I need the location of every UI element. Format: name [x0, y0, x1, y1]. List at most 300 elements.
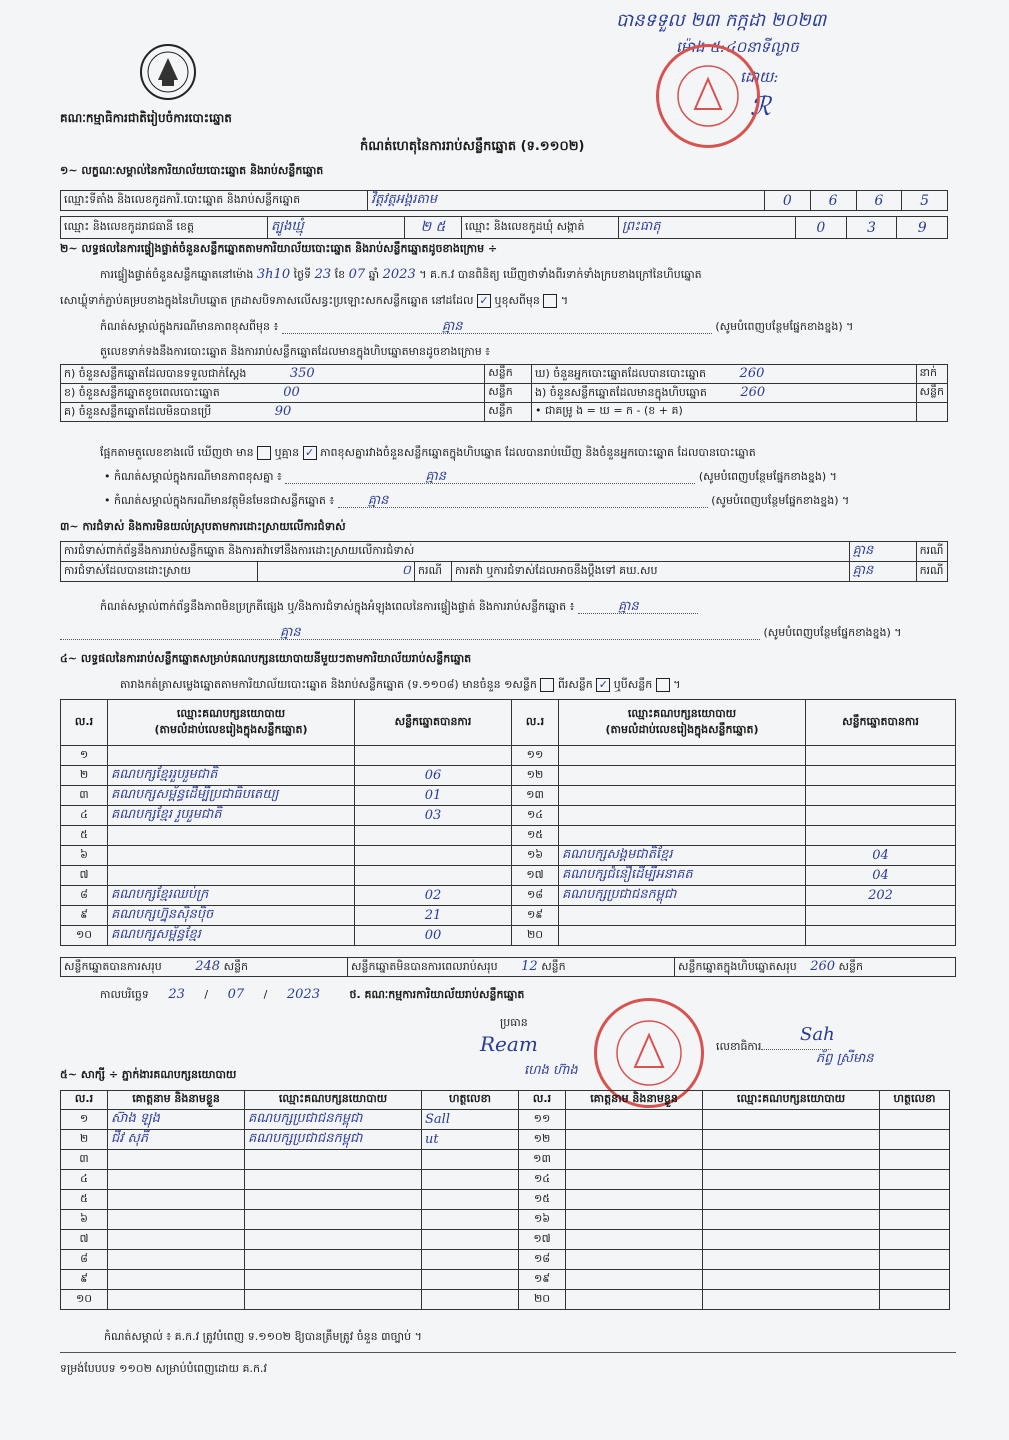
- text: សោឃ្លុំទាក់ភ្ជាប់គម្របខាងក្នុងនៃហិបឆ្នោត ក្រដាសបិទភាសលើសន្ធះប្រឡោះសកសន្លឹកឆ្នោត នៅដដែល: [60, 294, 474, 307]
- irregularity-note: [100, 600, 698, 614]
- unit: សន្លឹក: [485, 403, 532, 422]
- witness-signature: [422, 1270, 519, 1290]
- table-row: [61, 1230, 950, 1250]
- committee-heading: ថ. គណៈកម្មការការិយាល័យរាប់សន្លឹកឆ្នោត: [349, 988, 525, 1001]
- witness-signature: [422, 1210, 519, 1230]
- unit: ករណី: [916, 542, 947, 562]
- witness-name: [566, 1230, 703, 1250]
- table-row: [61, 826, 956, 846]
- figures-intro: តួលេខទាក់ទងនឹងការបោះឆ្នោត និងការរាប់សន្លឹកឆ្នោតដែលមានក្នុងហិបឆ្នោតមានដូចខាងក្រោម ៖: [100, 345, 491, 358]
- figure-row-d: [531, 365, 916, 384]
- party-name: គណបក្សសម្ព័ន្ធខ្មែរ: [108, 926, 355, 946]
- text: ។ គ.ក.វ បានពិនិត្យ ឃើញថាទាំងពីរទាក់ទាំងក្របខាងក្រៅនៃហិបឆ្នោត: [419, 268, 702, 281]
- section1-table: [60, 190, 948, 211]
- table-row: [61, 926, 956, 946]
- unit: សន្លឹក: [485, 365, 532, 384]
- witness-party: [245, 1250, 422, 1270]
- witness-signature: Sall: [422, 1110, 519, 1130]
- polling-station-label: ឈ្មោះទីតាំង និងលេខកូដការិ.បោះឆ្នោត និងរាប់សន្លឹកឆ្នោត: [61, 191, 368, 211]
- table-row: [61, 766, 956, 786]
- vote-count: 04: [806, 846, 956, 866]
- party-name: [559, 826, 806, 846]
- figure-row-c: [61, 403, 485, 422]
- time-value: 3h10: [256, 267, 291, 282]
- resolved-label: ការជំទាស់ដែលបានដោះស្រាយ: [61, 562, 258, 582]
- objection-count: គ្មាន: [849, 542, 916, 562]
- text: ឈ្មោះគណបក្សនយោបាយ: [176, 706, 286, 720]
- value: 12: [521, 958, 538, 974]
- witness-signature: [422, 1150, 519, 1170]
- text: ផ្អែកតាមតួលេខខាងលើ ឃើញថា មាន: [100, 446, 254, 459]
- vote-count: 02: [355, 886, 512, 906]
- vote-count: [806, 786, 956, 806]
- month-value: 07: [348, 267, 366, 282]
- figures-table: [60, 364, 948, 422]
- polling-station-value: វិត្តវត្តអង្គរតាម: [368, 191, 765, 211]
- value: 00: [283, 384, 300, 400]
- party-name: គណបក្សសង្គមជាតិខ្មែរ: [559, 846, 806, 866]
- col-sign: ហត្ថលេខា: [880, 1091, 950, 1110]
- text: ខែ: [334, 268, 346, 281]
- irregularity-note-2: [60, 626, 902, 640]
- witness-party: [245, 1210, 422, 1230]
- received-by: ដោយ:: [740, 68, 779, 86]
- received-note: បានទទួល ២៣ កក្កដា ២០២៣: [616, 10, 827, 31]
- row-no: ១៩: [512, 906, 559, 926]
- date-month: 07: [227, 987, 245, 1002]
- table-row: [61, 1210, 950, 1230]
- no-discrepancy-checkbox[interactable]: ✓: [303, 446, 317, 460]
- col-name: គោត្តនាម និងនាមខ្លួន: [566, 1091, 703, 1110]
- text: ឬខុសពីមុន: [494, 294, 540, 307]
- text: (សូមបំពេញបន្ថែមផ្នែកខាងខ្នង) ។: [711, 494, 850, 507]
- value: 260: [740, 384, 766, 400]
- org-name: គណៈកម្មាធិការជាតិរៀបចំការបោះឆ្នោត: [60, 111, 232, 125]
- witness-signature: [422, 1290, 519, 1310]
- two-sheets-checkbox[interactable]: ✓: [596, 678, 610, 692]
- value: គ្មាន: [280, 625, 301, 640]
- unit: សន្លឹក: [916, 384, 947, 403]
- section2-heading: ២~ លទ្ធផលនៃការផ្ទៀងផ្ទាត់ចំនួនសន្លឹកឆ្នោតតាមការិយាល័យបោះឆ្នោត និងរាប់សន្លឹកឆ្នោតដូចខាងក្រោម ÷: [60, 242, 498, 255]
- witness-party: [703, 1290, 880, 1310]
- section1-heading: ១~ លក្ខណៈសម្គាល់នៃការិយាល័យបោះឆ្នោត និងរាប់សន្លឹកឆ្នោត: [60, 164, 324, 177]
- receiver-signature: ℛ: [750, 92, 771, 122]
- table-row: [61, 1170, 950, 1190]
- col-name: គោត្តនាម និងនាមខ្លួន: [108, 1091, 245, 1110]
- witness-name: ស៊ាង ឡុង: [108, 1110, 245, 1130]
- changed-checkbox[interactable]: [543, 294, 557, 308]
- row-no: ១១: [512, 746, 559, 766]
- vote-count: [355, 746, 512, 766]
- witness-signature: [880, 1290, 950, 1310]
- party-name: [559, 926, 806, 946]
- unchanged-checkbox[interactable]: ✓: [477, 294, 491, 308]
- vote-count: 202: [806, 886, 956, 906]
- witness-party: [245, 1290, 422, 1310]
- value: 248: [195, 958, 221, 974]
- row-no: ១: [61, 746, 108, 766]
- witness-signature: [880, 1230, 950, 1250]
- totals-table: [60, 957, 956, 977]
- official-stamp-top: [656, 44, 760, 148]
- witness-name: [108, 1190, 245, 1210]
- witness-party: គណបក្សប្រជាជនកម្ពុជា: [245, 1110, 422, 1130]
- unit: ករណី: [916, 562, 947, 582]
- witness-name: [108, 1270, 245, 1290]
- row-no: ៣: [61, 786, 108, 806]
- seal-status-line: [60, 294, 568, 308]
- table-row: [61, 846, 956, 866]
- witness-party: [245, 1270, 422, 1290]
- party-name: [108, 866, 355, 886]
- table-row: [61, 1130, 950, 1150]
- row-no: ១៩: [519, 1270, 566, 1290]
- secretary-signature: Sah: [800, 1024, 835, 1045]
- row-no: ៤: [61, 1170, 108, 1190]
- table-row: [61, 1110, 950, 1130]
- formula: • ជាគម្រូ ង = ឃ = ក - (ខ + គ): [531, 403, 916, 422]
- witness-signature: [880, 1270, 950, 1290]
- unit: ករណី: [415, 562, 452, 582]
- section5-heading: ៥~ សាក្សី ÷ ភ្នាក់ងារគណបក្សនយោបាយ: [60, 1068, 237, 1081]
- col-no: ល.រ: [519, 1091, 566, 1110]
- form-footer: ទម្រង់បែបបទ ១១០២ សម្រាប់បំពេញដោយ គ.ក.វ: [60, 1362, 267, 1375]
- commune-label: ឈ្មោះ និងលេខកូដឃុំ សង្កាត់: [462, 217, 619, 239]
- party-name: គណបក្សហ្វ៊ុនស៊ិនប៉ិច: [108, 906, 355, 926]
- table-row: [61, 866, 956, 886]
- witness-name: [566, 1290, 703, 1310]
- note-field: [282, 320, 712, 334]
- row-no: ១: [61, 1110, 108, 1130]
- page-title: កំណត់ហេតុនៃការរាប់សន្លឹកឆ្នោត (ទ.១១០២): [360, 139, 585, 154]
- party-name: គណបក្សខ្មែររួបរួមជាតិ: [108, 766, 355, 786]
- field: [285, 470, 695, 484]
- discrepancy-line: [100, 446, 756, 460]
- unit: សន្លឹក: [541, 959, 566, 973]
- text: (សូមបំពេញបន្ថែមផ្នែកខាងខ្នង) ។: [763, 626, 902, 639]
- row-no: ១៥: [519, 1190, 566, 1210]
- footnote: កំណត់សម្គាល់ ៖ គ.ក.វ ត្រូវបំពេញ ទ.១១០២ ឱ្យបានត្រឹមត្រូវ ចំនួន ៣ច្បាប់ ។: [104, 1330, 422, 1343]
- section3-heading: ៣~ ការជំទាស់ និងការមិនយល់ស្រុបតាមការដោះស្រាយលើការជំទាស់: [60, 520, 346, 533]
- witness-signature: [880, 1130, 950, 1150]
- value: 260: [739, 365, 765, 381]
- vote-count: 21: [355, 906, 512, 926]
- vote-count: [806, 806, 956, 826]
- witness-signature: [880, 1250, 950, 1270]
- unit: [916, 403, 947, 422]
- row-no: ១៧: [512, 866, 559, 886]
- row-no: ៨: [61, 1250, 108, 1270]
- vote-count: [806, 906, 956, 926]
- label: ឃ) ចំនួនអ្នកបោះឆ្នោតដែលបានបោះឆ្នោត: [534, 366, 707, 380]
- text: ថ្ងៃទី: [293, 268, 312, 281]
- col-sign: ហត្ថលេខា: [422, 1091, 519, 1110]
- text: ។: [560, 294, 569, 307]
- col-no: ល.រ: [512, 700, 559, 746]
- row-no: ៤: [61, 806, 108, 826]
- appeal-count: គ្មាន: [849, 562, 916, 582]
- witness-party: [703, 1230, 880, 1250]
- text: លេខាធិការ: [716, 1040, 762, 1053]
- table-row: [61, 1250, 950, 1270]
- vote-count: [806, 926, 956, 946]
- row-no: ៦: [61, 1210, 108, 1230]
- text: (សូមបំពេញបន្ថែមផ្នែកខាងខ្នង) ។: [698, 470, 837, 483]
- text: ឆ្នាំ: [368, 268, 380, 281]
- text: តារាងកត់ត្រាសម្លេងឆ្នោតតាមការិយាល័យបោះឆ្នោត និងរាប់សន្លឹកឆ្នោត (ទ.១១០៨) មានចំនួន ១សន្លឹក: [120, 678, 537, 691]
- party-name: [559, 766, 806, 786]
- objection-label: ការជំទាស់ពាក់ព័ន្ធនឹងការរាប់សន្លឹកឆ្នោត និងការតវ៉ាទៅនឹងការដោះស្រាយលើការជំទាស់: [61, 542, 850, 562]
- witness-name: [566, 1270, 703, 1290]
- row-no: ២០: [519, 1290, 566, 1310]
- table-row: [61, 746, 956, 766]
- witness-name: [566, 1170, 703, 1190]
- has-discrepancy-checkbox[interactable]: [257, 446, 271, 460]
- col-party: ឈ្មោះគណបក្សនយោបាយ: [703, 1091, 880, 1110]
- witness-name: [566, 1110, 703, 1130]
- total-valid: [61, 958, 348, 977]
- code-digit: 6: [810, 191, 856, 211]
- witness-party: [703, 1210, 880, 1230]
- text: កំណត់សម្គាល់ក្នុងករណីមានភាពខុសពីមុន ៖: [100, 320, 279, 333]
- vote-count: 01: [355, 786, 512, 806]
- label: ក) ចំនួនសន្លឹកឆ្នោតដែលបានទទួលជាក់ស្តែង: [64, 366, 247, 380]
- text: (តាមលំដាប់លេខរៀងក្នុងសន្លឹកឆ្នោត): [154, 722, 308, 736]
- date-day: 23: [168, 987, 185, 1002]
- row-no: ១១: [519, 1110, 566, 1130]
- divider: [60, 1352, 956, 1353]
- value: 90: [274, 403, 292, 419]
- figure-row-b: [61, 384, 485, 403]
- row-no: ២: [61, 1130, 108, 1150]
- row-no: ២: [61, 766, 108, 786]
- witness-party: [703, 1150, 880, 1170]
- vote-count: 06: [355, 766, 512, 786]
- witness-name: [108, 1230, 245, 1250]
- witness-party: [703, 1270, 880, 1290]
- province-label: ឈ្មោះ និងលេខកូដរាជធានី ខេត្ត: [61, 217, 268, 239]
- party-name: គណបក្សខ្មែរឈប់ក្រ: [108, 886, 355, 906]
- text: ។: [673, 678, 681, 691]
- row-no: ១៨: [512, 886, 559, 906]
- row-no: ៦: [61, 846, 108, 866]
- value: គ្មាន: [425, 469, 446, 484]
- witness-signature: [880, 1190, 950, 1210]
- vote-count: 03: [355, 806, 512, 826]
- value: គ្មាន: [617, 599, 639, 614]
- total-in-box: [675, 958, 956, 977]
- witness-name: [566, 1250, 703, 1270]
- row-no: ១៥: [512, 826, 559, 846]
- witness-name: ជីវ សុភី: [108, 1130, 245, 1150]
- province-code: ២ ៥: [405, 217, 462, 239]
- unit: នាក់: [916, 365, 947, 384]
- row-no: ១០: [61, 1290, 108, 1310]
- party-name: [559, 786, 806, 806]
- row-no: ១៣: [519, 1150, 566, 1170]
- table-row: [61, 1290, 950, 1310]
- vote-count: 00: [355, 926, 512, 946]
- witness-table: [60, 1090, 950, 1310]
- tally-sheets-line: [120, 678, 680, 692]
- label: សន្លឹកឆ្នោតបានការសរុប: [64, 959, 162, 973]
- code-digit: 6: [856, 191, 902, 211]
- party-name: [108, 746, 355, 766]
- row-no: ១២: [512, 766, 559, 786]
- row-no: ៥: [61, 1190, 108, 1210]
- label: សន្លឹកឆ្នោតមិនបានការពេលរាប់សរុប: [351, 959, 498, 973]
- witness-party: [245, 1170, 422, 1190]
- party-name: គណបក្សខ្មែរ រួបរួមជាតិ: [108, 806, 355, 826]
- row-no: ៨: [61, 886, 108, 906]
- appeal-label: ការតវ៉ា ឬការជំទាស់ដែលអាចនឹងប្តឹងទៅ គឃ.សប: [452, 562, 850, 582]
- witness-party: [703, 1250, 880, 1270]
- text: ពីរសន្លឹក: [557, 678, 593, 691]
- row-no: ៧: [61, 866, 108, 886]
- chair-label: ប្រធាន: [500, 1016, 528, 1029]
- col-party: ឈ្មោះគណបក្សនយោបាយ: [245, 1091, 422, 1110]
- vote-count: [355, 866, 512, 886]
- bullet-non-ballot: [104, 494, 849, 508]
- row-no: ២០: [512, 926, 559, 946]
- row-no: ១២: [519, 1130, 566, 1150]
- text: (តាមលំដាប់លេខរៀងក្នុងសន្លឹកឆ្នោត): [605, 722, 759, 736]
- witness-party: [245, 1190, 422, 1210]
- code-digit: 5: [902, 191, 948, 211]
- date-year: 2023: [286, 987, 320, 1002]
- objections-table: [60, 541, 948, 582]
- vote-count: [355, 846, 512, 866]
- text: ឬគ្មាន: [274, 446, 300, 459]
- vote-count: [355, 826, 512, 846]
- row-no: ១៨: [519, 1250, 566, 1270]
- col-party: [559, 700, 806, 746]
- witness-party: [703, 1110, 880, 1130]
- party-name: [108, 846, 355, 866]
- party-name: គណបក្សសម្ព័ន្ធដើម្បីប្រជាធិបតេយ្យ: [108, 786, 355, 806]
- table-row: [61, 806, 956, 826]
- one-sheet-checkbox[interactable]: [540, 678, 554, 692]
- row-no: ១០: [61, 926, 108, 946]
- witness-party: [703, 1170, 880, 1190]
- witness-signature: [422, 1230, 519, 1250]
- chair-name: ហេង ហ៊ាង: [524, 1063, 578, 1078]
- text: កំណត់សម្គាល់ពាក់ព័ន្ធនឹងភាពមិនប្រក្រតីផ្សេង ឬ/និងការជំទាស់ក្នុងអំឡុងពេលនៃការផ្ទៀងផ្ទាត់ និងការរាប់សន្លឹកឆ្នោត ៖: [100, 600, 575, 613]
- witness-signature: [880, 1170, 950, 1190]
- text: ឈ្មោះគណបក្សនយោបាយ: [627, 706, 737, 720]
- code-digit: 3: [846, 217, 897, 239]
- text: • កំណត់សម្គាល់ក្នុងករណីមានវត្ថុមិនមែនជាសន្លឹកឆ្នោត ៖: [104, 494, 335, 507]
- three-sheets-checkbox[interactable]: [656, 678, 670, 692]
- witness-name: [566, 1190, 703, 1210]
- witness-name: [566, 1130, 703, 1150]
- label: ខ) ចំនួនសន្លឹកឆ្នោតខូចពេលបោះឆ្នោត: [64, 385, 220, 399]
- bullet-difference: [104, 470, 837, 484]
- unit: សន្លឹក: [838, 959, 863, 973]
- col-votes: សន្លឹកឆ្នោតបានការ: [355, 700, 512, 746]
- party-name: [559, 746, 806, 766]
- label: គ) ចំនួនសន្លឹកឆ្នោតដែលមិនបានប្រើ: [64, 404, 212, 418]
- witness-signature: ut: [422, 1130, 519, 1150]
- witness-signature: [880, 1110, 950, 1130]
- row-no: ១៤: [512, 806, 559, 826]
- year-value: 2023: [382, 267, 416, 282]
- witness-signature: [880, 1210, 950, 1230]
- witness-name: [566, 1150, 703, 1170]
- row-no: ៣: [61, 1150, 108, 1170]
- party-name: [559, 906, 806, 926]
- resolved-count: ០: [258, 562, 415, 582]
- note-value: គ្មាន: [441, 319, 463, 334]
- row-no: ១៧: [519, 1230, 566, 1250]
- results-table: [60, 699, 956, 946]
- vote-count: 04: [806, 866, 956, 886]
- code-digit: 9: [897, 217, 948, 239]
- field: [338, 494, 708, 508]
- party-name: គណបក្សប្រជាជនកម្ពុជា: [559, 886, 806, 906]
- vote-count: [806, 766, 956, 786]
- witness-name: [108, 1150, 245, 1170]
- text: ការផ្ទៀងផ្ទាត់ចំនួនសន្លឹកឆ្នោតនៅម៉ោង: [100, 268, 254, 281]
- field: [578, 600, 698, 614]
- witness-party: [703, 1130, 880, 1150]
- commune-value: ព្រះធាតុ: [619, 217, 796, 239]
- row-no: ៩: [61, 1270, 108, 1290]
- received-time: ម៉ោង ៥:៤០នាទីល្ងាច: [676, 38, 799, 56]
- text: កាលបរិច្ឆេទ: [100, 988, 149, 1001]
- party-name: គណបក្សជំនឿដើម្បីអនាគត: [559, 866, 806, 886]
- witness-signature: [422, 1190, 519, 1210]
- table-row: [61, 1270, 950, 1290]
- witness-name: [108, 1170, 245, 1190]
- field: [60, 626, 760, 640]
- witness-name: [566, 1210, 703, 1230]
- figure-row-a: [61, 365, 485, 384]
- date-line: កាលបរិច្ឆេទ 23 / 07 / 2023 ថ. គណៈកម្មការការិយាល័យរាប់សន្លឹកឆ្នោត: [100, 987, 525, 1002]
- difference-note: [100, 320, 853, 334]
- table-row: [61, 886, 956, 906]
- figure-row-e: [531, 384, 916, 403]
- text: (សូមបំពេញបន្ថែមផ្នែកខាងខ្នង) ។: [715, 320, 854, 333]
- witness-name: [108, 1210, 245, 1230]
- witness-signature: [422, 1250, 519, 1270]
- row-no: ១៤: [519, 1170, 566, 1190]
- province-value: ត្បូងឃ្មុំ: [268, 217, 405, 239]
- party-name: [559, 806, 806, 826]
- vote-count: [806, 746, 956, 766]
- total-invalid: [348, 958, 675, 977]
- value: គ្មាន: [367, 493, 389, 508]
- chair-signature: Ream: [480, 1032, 538, 1056]
- text: ឬបីសន្លឹក: [613, 678, 653, 691]
- witness-name: [108, 1290, 245, 1310]
- witness-party: [703, 1190, 880, 1210]
- section4-heading: ៤~ លទ្ធផលនៃការរាប់សន្លឹកឆ្នោតសម្រាប់គណបក្សនយោបាយនីមួយៗតាមការិយាល័យរាប់សន្លឹកឆ្នោត: [60, 652, 472, 665]
- row-no: ១៣: [512, 786, 559, 806]
- witness-party: [245, 1230, 422, 1250]
- value: 260: [810, 958, 836, 974]
- witness-signature: [880, 1150, 950, 1170]
- day-value: 23: [314, 267, 332, 282]
- witness-party: គណបក្សប្រជាជនកម្ពុជា: [245, 1130, 422, 1150]
- value: 350: [289, 365, 315, 381]
- text: • កំណត់សម្គាល់ក្នុងករណីមានភាពខុសគ្នា ៖: [104, 470, 282, 483]
- label: ង) ចំនួនសន្លឹកឆ្នោតដែលមានក្នុងហិបឆ្នោត: [534, 385, 707, 399]
- unit: សន្លឹក: [223, 959, 249, 973]
- row-no: ១៦: [512, 846, 559, 866]
- witness-signature: [422, 1170, 519, 1190]
- witness-name: [108, 1250, 245, 1270]
